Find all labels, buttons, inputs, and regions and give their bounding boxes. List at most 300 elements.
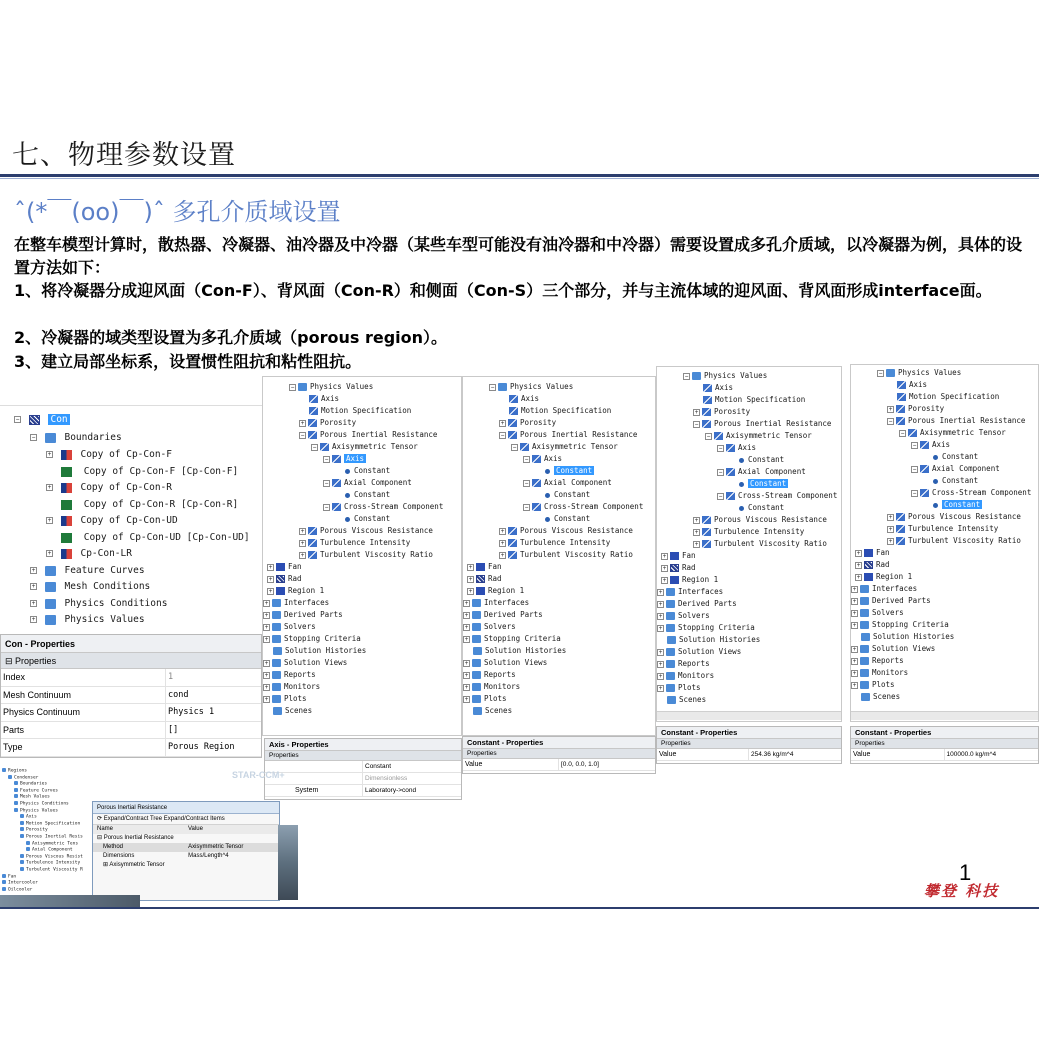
tree-node-tvr[interactable] [693, 538, 827, 550]
expand-icon[interactable]: + [47, 484, 52, 491]
expand-icon[interactable]: + [658, 624, 663, 632]
tree-node-constant[interactable] [543, 513, 590, 525]
expand-icon[interactable]: + [47, 550, 52, 557]
expand-icon[interactable]: + [464, 671, 469, 679]
property-row[interactable] [657, 749, 841, 761]
thumbnail-tree-item[interactable] [14, 801, 69, 807]
collapse-icon[interactable]: − [324, 503, 329, 511]
tree-node-rad[interactable] [855, 559, 890, 571]
thumbnail-tree-item[interactable] [20, 854, 83, 860]
tree-node-scenes[interactable] [861, 691, 900, 703]
region-icon [476, 563, 485, 571]
thumbnail-tree-item[interactable] [14, 788, 58, 794]
tree-label: Axisymmetric Tens [32, 841, 79, 847]
tree-node-axial[interactable] [323, 477, 412, 489]
tree-node-motion[interactable] [509, 405, 611, 417]
thumbnail-tree-item[interactable] [8, 775, 38, 781]
property-value[interactable]: cond [168, 689, 189, 700]
tree-node-histories[interactable] [861, 631, 954, 643]
property-value[interactable]: Constant [365, 763, 392, 770]
expand-icon[interactable]: + [694, 540, 699, 548]
property-row[interactable] [265, 785, 461, 797]
tree-node-axis-sub[interactable] [523, 453, 562, 465]
tree-node-porosity[interactable] [887, 403, 944, 415]
tree-node-region1[interactable] [661, 574, 718, 586]
dialog-row[interactable] [93, 843, 279, 852]
tree-node-ti[interactable] [693, 526, 804, 538]
expand-icon[interactable]: + [264, 683, 269, 691]
tree-node-pvr[interactable] [887, 511, 1021, 523]
expand-icon[interactable]: + [500, 539, 505, 547]
expand-icon[interactable]: + [300, 527, 305, 535]
tree-label: Turbulence Intensity [26, 860, 81, 866]
tree-node-solvers[interactable] [657, 610, 710, 622]
expand-icon[interactable]: + [31, 616, 36, 623]
thumbnail-tree-item[interactable] [14, 808, 58, 814]
collapse-icon[interactable]: − [524, 503, 529, 511]
expand-icon[interactable]: + [47, 517, 52, 524]
expand-icon[interactable]: + [888, 513, 893, 521]
tree-node-physics-conditions[interactable] [30, 596, 167, 612]
expand-icon[interactable]: + [468, 575, 473, 583]
tree-label: Fan [488, 562, 502, 571]
property-row[interactable] [1, 687, 261, 705]
thumbnail-tree-item[interactable] [14, 794, 50, 800]
tree-node-con[interactable] [14, 412, 70, 428]
tree-node-plots[interactable] [657, 682, 701, 694]
tree-node-region1[interactable] [467, 585, 524, 597]
expand-icon[interactable]: + [47, 451, 52, 458]
tree-node-interface[interactable] [58, 497, 238, 513]
folder-icon [2, 768, 6, 772]
tree-node-constant[interactable] [931, 499, 982, 511]
tree-node-axis[interactable] [897, 379, 927, 391]
dialog-row[interactable] [93, 861, 279, 870]
thumbnail-tree-item[interactable] [20, 860, 80, 866]
tree-node-stopping[interactable] [263, 633, 361, 645]
expand-icon[interactable]: + [464, 695, 469, 703]
tree-node-interfaces[interactable] [463, 597, 529, 609]
expand-icon[interactable]: + [31, 600, 36, 607]
tree-node-solvers[interactable] [851, 607, 904, 619]
expand-icon[interactable]: + [852, 681, 857, 689]
tree-node-monitors[interactable] [263, 681, 320, 693]
tree-node-views[interactable] [657, 646, 741, 658]
property-value[interactable]: 100000.0 kg/m^4 [946, 751, 997, 758]
collapse-icon[interactable]: − [718, 468, 723, 476]
thumbnail-tree-item[interactable] [20, 827, 48, 833]
thumbnail-tree-item[interactable] [2, 880, 38, 886]
region-icon [864, 573, 873, 581]
dialog-row[interactable] [93, 852, 279, 861]
thumbnail-tree-item[interactable] [2, 768, 27, 774]
tree-node-ti[interactable] [299, 537, 410, 549]
property-row[interactable] [1, 704, 261, 722]
tree-node-constant[interactable] [931, 475, 978, 487]
tree-node-region1[interactable] [267, 585, 324, 597]
tree-node-porosity[interactable] [693, 406, 750, 418]
tree-node-axial[interactable] [717, 466, 806, 478]
expand-icon[interactable]: + [300, 539, 305, 547]
expand-icon[interactable]: + [464, 659, 469, 667]
tree-node-boundaries[interactable] [30, 430, 122, 446]
expand-icon[interactable]: + [888, 405, 893, 413]
expand-icon[interactable]: + [464, 635, 469, 643]
expand-icon[interactable]: + [852, 597, 857, 605]
expand-icon[interactable]: + [658, 684, 663, 692]
tree-node-pir[interactable] [299, 429, 437, 441]
property-row[interactable] [265, 761, 461, 773]
tree-node-pir[interactable] [887, 415, 1025, 427]
tree-node-cross[interactable] [323, 501, 443, 513]
tree-node-stopping[interactable] [851, 619, 949, 631]
expand-icon[interactable]: + [268, 575, 273, 583]
expand-icon[interactable]: + [658, 588, 663, 596]
tree-node-monitors[interactable] [463, 681, 520, 693]
collapse-icon[interactable]: − [878, 369, 883, 377]
tree-node-constant[interactable] [737, 454, 784, 466]
refresh-icon[interactable]: ⟳ [97, 816, 104, 822]
thumbnail-tree-item[interactable] [26, 847, 73, 853]
tree-node-motion[interactable] [897, 391, 999, 403]
tree-node-physics-values[interactable] [877, 367, 961, 379]
tree-node-interface[interactable] [58, 464, 238, 480]
tree-node-stopping[interactable] [463, 633, 561, 645]
tree-node-fan[interactable] [661, 550, 696, 562]
property-icon [726, 444, 735, 452]
properties-section[interactable]: Properties [851, 739, 1038, 749]
tree-node-axis[interactable] [703, 382, 733, 394]
tree-node-interfaces[interactable] [657, 586, 723, 598]
tree-node-reports[interactable] [263, 669, 316, 681]
expand-icon[interactable]: + [658, 672, 663, 680]
tree-node-boundary[interactable] [46, 447, 172, 463]
tree-node-rad[interactable] [661, 562, 696, 574]
thumbnail-tree-item[interactable] [20, 814, 37, 820]
expand-icon[interactable]: + [264, 671, 269, 679]
tree-node-views[interactable] [463, 657, 547, 669]
tree-label: Physics Values [898, 368, 962, 377]
tree-label: Solution Histories [679, 635, 761, 644]
properties-section[interactable]: Properties [657, 739, 841, 749]
horizontal-scrollbar[interactable] [851, 711, 1039, 720]
tree-node-constant[interactable] [931, 451, 978, 463]
collapse-icon[interactable]: − [31, 434, 36, 441]
tree-label: Monitors [284, 682, 321, 691]
tree-node-tvr[interactable] [499, 549, 633, 561]
tree-node-plots[interactable] [851, 679, 895, 691]
expand-icon[interactable]: + [31, 567, 36, 574]
tree-node-reports[interactable] [851, 655, 904, 667]
property-key: Dimensions [103, 853, 135, 859]
tree-node-axisym[interactable] [511, 441, 618, 453]
expand-icon[interactable]: + [658, 612, 663, 620]
boundary-icon [61, 516, 72, 526]
collapse-icon[interactable]: − [490, 383, 495, 391]
tree-node-pir[interactable] [499, 429, 637, 441]
collapse-icon[interactable]: ⊟ [5, 656, 16, 666]
tree-node-constant[interactable] [543, 465, 594, 477]
tree-node-porosity[interactable] [499, 417, 556, 429]
expand-icon[interactable]: + [500, 419, 505, 427]
property-value[interactable]: Laboratory->cond [365, 787, 417, 794]
thumbnail-tree-item[interactable] [26, 841, 78, 847]
property-row[interactable] [851, 749, 1038, 761]
expand-icon[interactable]: + [264, 695, 269, 703]
collapse-icon[interactable]: − [912, 441, 917, 449]
tree-node-axisym[interactable] [705, 430, 812, 442]
tree-node-rad[interactable] [267, 573, 302, 585]
tree-node-rad[interactable] [467, 573, 502, 585]
tree-node-interface[interactable] [58, 530, 250, 546]
tree-label: Porous Viscous Resistance [714, 515, 827, 524]
expand-icon[interactable]: + [268, 587, 273, 595]
tree-node-constant[interactable] [343, 489, 390, 501]
tree-node-scenes[interactable] [473, 705, 512, 717]
thumbnail-tree-item[interactable] [2, 887, 32, 893]
tree-node-physics-values[interactable] [489, 381, 573, 393]
tree-label: Scenes [285, 706, 313, 715]
tree-node-region1[interactable] [855, 571, 912, 583]
tree-node-fan[interactable] [855, 547, 890, 559]
collapse-icon[interactable]: − [512, 443, 517, 451]
tree-node-physics-values[interactable] [30, 612, 145, 628]
expand-icon[interactable]: + [464, 599, 469, 607]
expand-icon[interactable]: + [662, 576, 667, 584]
expand-icon[interactable]: + [852, 609, 857, 617]
tree-node-physics-values[interactable] [289, 381, 373, 393]
tree-node-physics-values[interactable] [683, 370, 767, 382]
tree-label: Porosity [908, 404, 945, 413]
property-value[interactable]: Porous Region [168, 742, 235, 752]
tree-node-pvr[interactable] [299, 525, 433, 537]
property-row[interactable] [265, 773, 461, 785]
property-value[interactable]: Axisymmetric Tensor [188, 844, 244, 850]
tree-node-cross[interactable] [717, 490, 837, 502]
collapse-icon[interactable]: − [300, 431, 305, 439]
tree-node-monitors[interactable] [657, 670, 714, 682]
tree-node-solvers[interactable] [263, 621, 316, 633]
expand-icon[interactable]: + [694, 408, 699, 416]
expand-icon[interactable]: + [658, 660, 663, 668]
expand-icon[interactable]: + [464, 623, 469, 631]
tree-node-axial[interactable] [523, 477, 612, 489]
tree-node-derived[interactable] [463, 609, 543, 621]
expand-icon[interactable]: + [856, 573, 861, 581]
collapse-icon[interactable]: − [912, 465, 917, 473]
tree-node-constant[interactable] [737, 502, 784, 514]
tree-label: Solvers [484, 622, 516, 631]
expand-icon[interactable]: + [300, 419, 305, 427]
expand-icon[interactable]: + [856, 561, 861, 569]
tree-node-axis-sub[interactable] [911, 439, 950, 451]
tree-node-monitors[interactable] [851, 667, 908, 679]
tree-node-scenes[interactable] [273, 705, 312, 717]
tree-node-mesh-conditions[interactable] [30, 579, 150, 595]
tree-node-derived[interactable] [263, 609, 343, 621]
expand-icon[interactable]: + [264, 611, 269, 619]
expand-icon[interactable]: + [464, 683, 469, 691]
thumbnail-tree-item[interactable] [20, 821, 80, 827]
expand-icon[interactable]: + [888, 537, 893, 545]
expand-icon[interactable]: + [852, 669, 857, 677]
collapse-icon[interactable]: − [500, 431, 505, 439]
tree-node-reports[interactable] [463, 669, 516, 681]
properties-section[interactable]: Properties [265, 751, 461, 761]
expand-icon[interactable]: + [658, 600, 663, 608]
property-value[interactable]: [0.0, 0.0, 1.0] [561, 761, 599, 768]
thumbnail-tree-item[interactable] [20, 834, 83, 840]
property-key: Value [851, 749, 945, 760]
collapse-icon[interactable]: − [900, 429, 905, 437]
tree-node-histories[interactable] [667, 634, 760, 646]
property-row[interactable] [463, 759, 655, 771]
expand-icon[interactable]: + [888, 525, 893, 533]
properties-section[interactable]: Properties [463, 749, 655, 759]
tree-node-ti[interactable] [887, 523, 998, 535]
tree-node-tvr[interactable] [887, 535, 1021, 547]
expand-icon[interactable]: + [852, 645, 857, 653]
property-value[interactable]: 254.36 kg/m^4 [751, 751, 794, 758]
tree-node-plots[interactable] [463, 693, 507, 705]
horizontal-scrollbar[interactable] [657, 711, 842, 720]
collapse-icon[interactable]: − [290, 383, 295, 391]
property-row[interactable] [1, 669, 261, 687]
expand-icon[interactable]: + [694, 516, 699, 524]
expand-icon[interactable]: + [464, 611, 469, 619]
tree-node-motion[interactable] [703, 394, 805, 406]
expand-icon[interactable]: + [694, 528, 699, 536]
expand-icon[interactable]: + [852, 621, 857, 629]
tree-node-fan[interactable] [467, 561, 502, 573]
property-value[interactable]: Physics 1 [168, 707, 215, 717]
tree-node-cross[interactable] [523, 501, 643, 513]
expand-icon[interactable]: + [468, 563, 473, 571]
tree-label: Porosity [320, 418, 357, 427]
property-value[interactable]: [] [168, 724, 179, 735]
tree-node-plots[interactable] [263, 693, 307, 705]
tree-node-stopping[interactable] [657, 622, 755, 634]
collapse-icon[interactable]: − [888, 417, 893, 425]
collapse-icon[interactable]: − [718, 492, 723, 500]
tree-node-motion[interactable] [309, 405, 411, 417]
dialog-row[interactable] [93, 834, 279, 843]
tree-node-axisym[interactable] [311, 441, 418, 453]
collapse-icon[interactable]: − [694, 420, 699, 428]
expand-icon[interactable]: + [264, 659, 269, 667]
collapse-icon[interactable]: − [312, 443, 317, 451]
tree-node-scenes[interactable] [667, 694, 706, 706]
value-dot-icon [345, 493, 350, 498]
expand-icon[interactable]: + [852, 657, 857, 665]
tree-node-constant[interactable] [343, 513, 390, 525]
thumbnail-tree-item[interactable] [14, 781, 47, 787]
expand-icon[interactable]: + [300, 551, 305, 559]
tree-label: Physics Values [64, 614, 145, 625]
tree-node-views[interactable] [263, 657, 347, 669]
expand-icon[interactable]: + [268, 563, 273, 571]
tree-node-derived[interactable] [851, 595, 931, 607]
tree-node-axis[interactable] [509, 393, 539, 405]
tree-node-feature-curves[interactable] [30, 563, 145, 579]
thumbnail-tree-item[interactable] [2, 874, 16, 880]
expand-icon[interactable]: + [264, 635, 269, 643]
tree-node-axis[interactable] [309, 393, 339, 405]
tree-label: Boundaries [20, 781, 48, 787]
collapse-icon[interactable]: − [524, 479, 529, 487]
expand-icon[interactable]: + [856, 549, 861, 557]
tree-node-constant[interactable] [737, 478, 788, 490]
expand-icon[interactable]: + [468, 587, 473, 595]
thumbnail-tree-item[interactable] [20, 867, 83, 873]
folder-icon [472, 695, 481, 703]
tree-node-reports[interactable] [657, 658, 710, 670]
tree-node-axisym[interactable] [899, 427, 1006, 439]
tree-node-histories[interactable] [473, 645, 566, 657]
tree-node-constant[interactable] [543, 489, 590, 501]
tree-node-boundary[interactable] [46, 480, 172, 496]
tree-node-cross[interactable] [911, 487, 1031, 499]
tree-node-pir[interactable] [693, 418, 831, 430]
expand-icon[interactable]: + [500, 527, 505, 535]
tree-node-boundary[interactable] [46, 513, 178, 529]
tree-node-fan[interactable] [267, 561, 302, 573]
collapse-icon[interactable]: − [324, 455, 329, 463]
expand-icon[interactable]: + [264, 599, 269, 607]
property-icon [308, 431, 317, 439]
property-icon [702, 420, 711, 428]
expand-icon[interactable]: + [31, 583, 36, 590]
tree-node-pvr[interactable] [499, 525, 633, 537]
expand-icon[interactable]: + [264, 623, 269, 631]
tree-node-axial[interactable] [911, 463, 1000, 475]
tree-node-solvers[interactable] [463, 621, 516, 633]
tree-node-derived[interactable] [657, 598, 737, 610]
property-row[interactable] [1, 722, 261, 740]
tree-node-tvr[interactable] [299, 549, 433, 561]
tree-node-constant[interactable] [343, 465, 390, 477]
tree-node-axis-sub[interactable] [717, 442, 756, 454]
tree-node-boundary[interactable] [46, 546, 132, 562]
expand-icon[interactable]: + [662, 552, 667, 560]
tree-node-pvr[interactable] [693, 514, 827, 526]
expand-icon[interactable]: + [662, 564, 667, 572]
tree-node-axis-sub[interactable] [323, 453, 366, 465]
folder-icon [14, 801, 18, 805]
collapse-icon[interactable]: − [324, 479, 329, 487]
expand-icon[interactable]: + [852, 585, 857, 593]
tree-node-interfaces[interactable] [263, 597, 329, 609]
collapse-icon[interactable]: − [912, 489, 917, 497]
collapse-icon[interactable]: − [15, 416, 20, 423]
collapse-icon[interactable]: − [684, 372, 689, 380]
tree-label: Turbulence Intensity [908, 524, 999, 533]
expand-icon[interactable]: + [658, 648, 663, 656]
tree-node-interfaces[interactable] [851, 583, 917, 595]
property-row[interactable] [1, 739, 261, 757]
collapse-icon[interactable]: − [718, 444, 723, 452]
collapse-icon[interactable]: − [524, 455, 529, 463]
properties-section[interactable] [1, 653, 261, 669]
tree-node-views[interactable] [851, 643, 935, 655]
dialog-toolbar[interactable] [93, 814, 279, 825]
tree-label: Turbulence Intensity [320, 538, 411, 547]
expand-icon[interactable]: + [500, 551, 505, 559]
collapse-icon[interactable]: − [706, 432, 711, 440]
tree-node-porosity[interactable] [299, 417, 356, 429]
tree-node-histories[interactable] [273, 645, 366, 657]
tree-node-ti[interactable] [499, 537, 610, 549]
